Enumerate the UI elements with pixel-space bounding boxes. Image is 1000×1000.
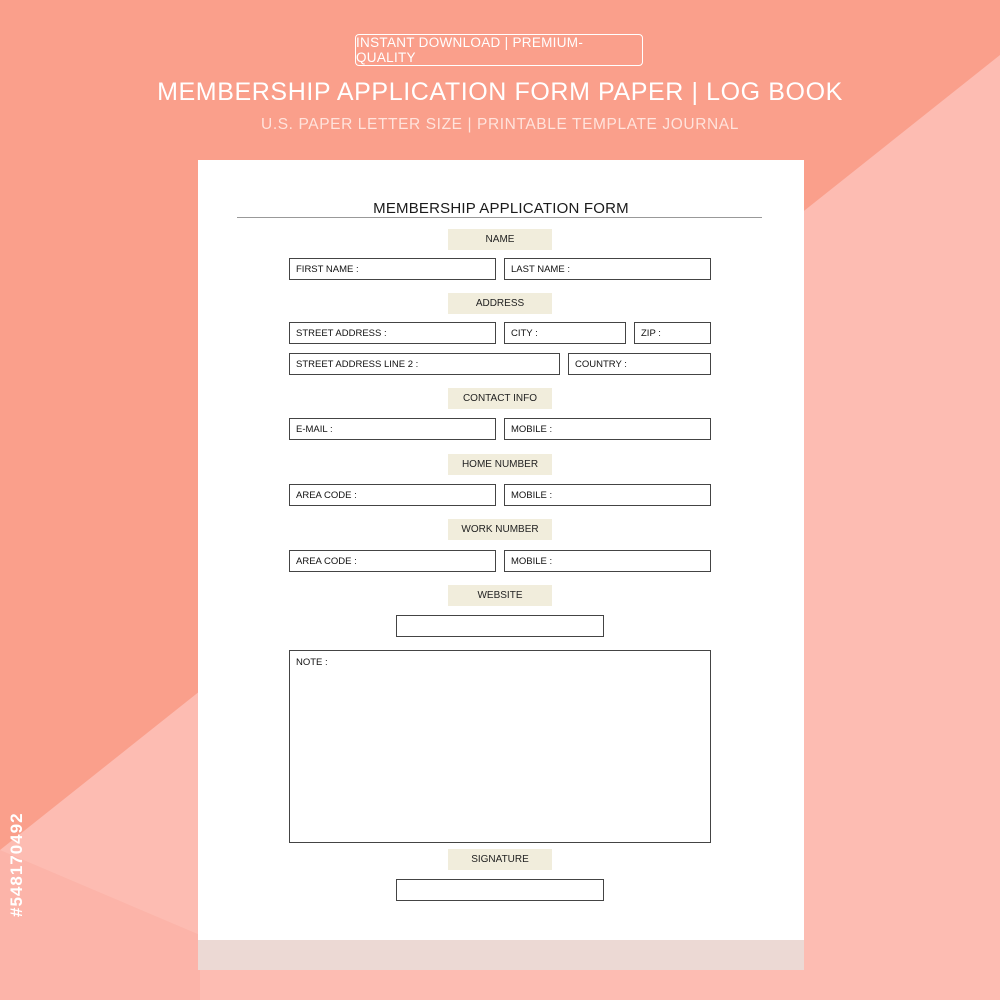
form-paper xyxy=(198,160,804,940)
header-title: MEMBERSHIP APPLICATION FORM PAPER | LOG BOOK xyxy=(157,78,843,106)
header-subtitle: U.S. PAPER LETTER SIZE | PRINTABLE TEMPLATE JOURNAL xyxy=(261,116,739,133)
section-label-website: WEBSITE xyxy=(448,585,552,606)
paper-shadow xyxy=(198,940,804,970)
email-field[interactable]: E-MAIL : xyxy=(289,418,496,440)
home-area-code-field[interactable]: AREA CODE : xyxy=(289,484,496,506)
section-label-home-number: HOME NUMBER xyxy=(448,454,552,475)
first-name-field[interactable]: FIRST NAME : xyxy=(289,258,496,280)
title-divider xyxy=(237,217,762,218)
header-badge: INSTANT DOWNLOAD | PREMIUM-QUALITY xyxy=(355,34,643,66)
work-mobile-field[interactable]: MOBILE : xyxy=(504,550,711,572)
home-mobile-field[interactable]: MOBILE : xyxy=(504,484,711,506)
work-area-code-field[interactable]: AREA CODE : xyxy=(289,550,496,572)
stock-id-text: #548170492 xyxy=(7,812,26,918)
contact-mobile-field[interactable]: MOBILE : xyxy=(504,418,711,440)
last-name-field[interactable]: LAST NAME : xyxy=(504,258,711,280)
website-field[interactable] xyxy=(396,615,604,637)
section-label-signature: SIGNATURE xyxy=(448,849,552,870)
form-title: MEMBERSHIP APPLICATION FORM xyxy=(373,200,629,217)
street-address-line2-field[interactable]: STREET ADDRESS LINE 2 : xyxy=(289,353,560,375)
signature-field[interactable] xyxy=(396,879,604,901)
section-label-work-number: WORK NUMBER xyxy=(448,519,552,540)
city-field[interactable]: CITY : xyxy=(504,322,626,344)
section-label-name: NAME xyxy=(448,229,552,250)
section-label-address: ADDRESS xyxy=(448,293,552,314)
street-address-field[interactable]: STREET ADDRESS : xyxy=(289,322,496,344)
note-field[interactable]: NOTE : xyxy=(289,650,711,843)
country-field[interactable]: COUNTRY : xyxy=(568,353,711,375)
zip-field[interactable]: ZIP : xyxy=(634,322,711,344)
section-label-contact-info: CONTACT INFO xyxy=(448,388,552,409)
